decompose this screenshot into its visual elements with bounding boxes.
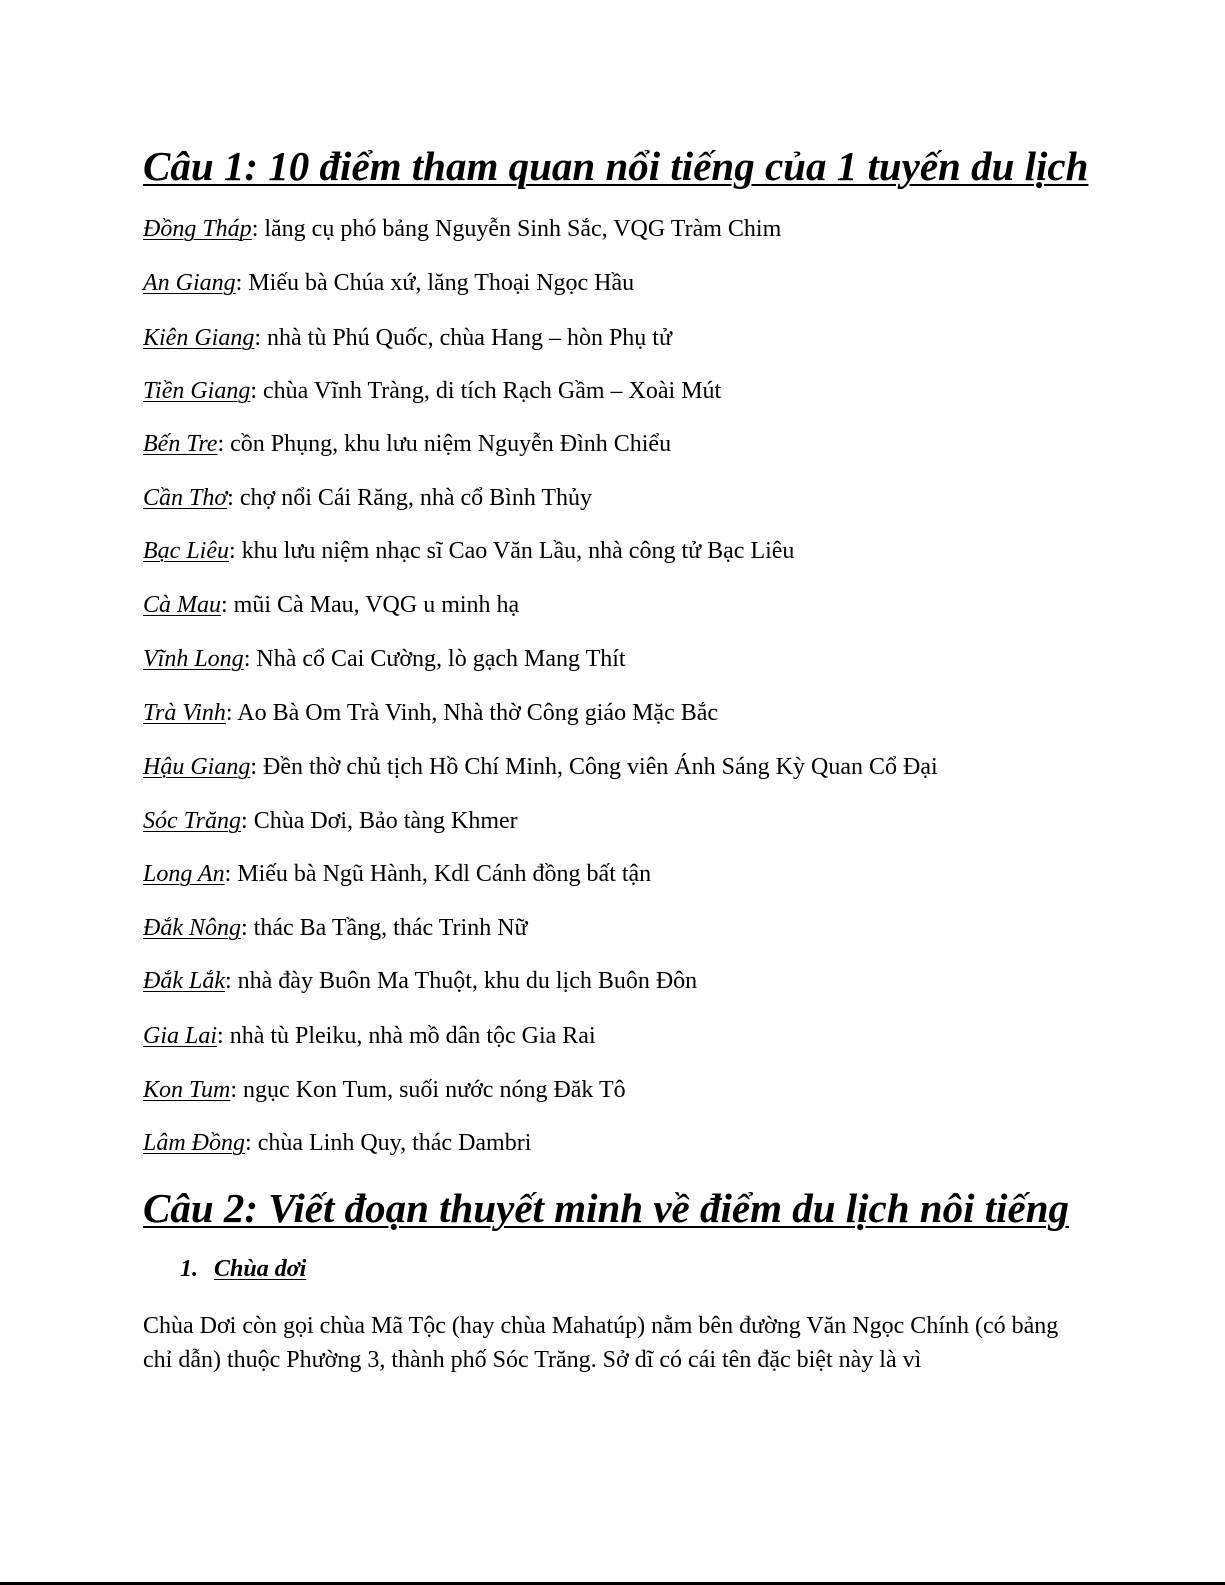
list-item: Long An: Miếu bà Ngũ Hành, Kdl Cánh đồng bất tận: [143, 861, 652, 887]
list-item: Tiền Giang: chùa Vĩnh Tràng, di tích Rạch Gầm – Xoài Mút: [143, 378, 722, 404]
province-name: Lâm Đồng: [143, 1130, 246, 1156]
province-name: Kiên Giang: [143, 325, 255, 351]
province-name: Tiền Giang: [143, 378, 251, 404]
attractions-text: Ao Bà Om Trà Vinh, Nhà thờ Công giáo Mặc Bắc: [237, 700, 719, 726]
attractions-text: thác Ba Tầng, thác Trinh Nữ: [253, 915, 528, 941]
list-item: An Giang: Miếu bà Chúa xứ, lăng Thoại Ngọc Hầu: [143, 270, 635, 296]
attractions-text: Đền thờ chủ tịch Hồ Chí Minh, Công viên Ánh Sáng Kỳ Quan Cổ Đại: [263, 754, 938, 780]
list-item: Hậu Giang: Đền thờ chủ tịch Hồ Chí Minh, Công viên Ánh Sáng Kỳ Quan Cổ Đại: [143, 754, 938, 780]
list-item: Gia Lai: nhà tù Pleiku, nhà mồ dân tộc Gia Rai: [143, 1023, 596, 1049]
subsection-title: Chùa dơi: [214, 1256, 307, 1282]
attractions-text: lăng cụ phó bảng Nguyễn Sinh Sắc, VQG Tràm Chim: [264, 216, 782, 242]
attractions-text: nhà tù Phú Quốc, chùa Hang – hòn Phụ tử: [267, 325, 672, 351]
list-item: Đắk Lắk: nhà đày Buôn Ma Thuột, khu du lịch Buôn Đôn: [143, 968, 698, 994]
list-item: Kon Tum: ngục Kon Tum, suối nước nóng Đăk Tô: [143, 1077, 626, 1103]
province-name: An Giang: [143, 270, 236, 296]
province-name: Bến Tre: [143, 431, 218, 457]
subsection-heading: [180, 1257, 306, 1281]
attractions-text: Miếu bà Chúa xứ, lăng Thoại Ngọc Hầu: [248, 270, 635, 296]
list-item: Vĩnh Long: Nhà cổ Cai Cường, lò gạch Mang Thít: [143, 646, 626, 672]
attractions-text: chợ nổi Cái Răng, nhà cổ Bình Thủy: [239, 485, 593, 511]
province-name: Hậu Giang: [143, 754, 251, 780]
list-item: Bạc Liêu: khu lưu niệm nhạc sĩ Cao Văn Lầu, nhà công tử Bạc Liêu: [143, 538, 795, 564]
list-item: Bến Tre: cồn Phụng, khu lưu niệm Nguyễn Đình Chiểu: [143, 431, 672, 457]
list-item: Kiên Giang: nhà tù Phú Quốc, chùa Hang – hòn Phụ tử: [143, 325, 672, 351]
list-item: Cà Mau: mũi Cà Mau, VQG u minh hạ: [143, 592, 520, 618]
body-paragraph: Chùa Dơi còn gọi chùa Mã Tộc (hay chùa Mahatúp) nằm bên đường Văn Ngọc Chính (có bảng chỉ dẫn) thuộc Phường 3, thành phố Sóc Trăng. Sở dĩ có cái tên đặc biệt này là vì: [143, 1313, 1059, 1373]
section-1-heading: Câu 1: 10 điểm tham quan nổi tiếng của 1 tuyến du lịch: [143, 143, 1089, 189]
province-name: Long An: [143, 861, 225, 887]
list-item: Sóc Trăng: Chùa Dơi, Bảo tàng Khmer: [143, 808, 518, 834]
attractions-text: cồn Phụng, khu lưu niệm Nguyễn Đình Chiểu: [230, 431, 672, 457]
attractions-text: Miếu bà Ngũ Hành, Kdl Cánh đồng bất tận: [237, 861, 652, 887]
list-item: Đồng Tháp: lăng cụ phó bảng Nguyễn Sinh Sắc, VQG Tràm Chim: [143, 216, 782, 242]
province-name: Đắk Lắk: [143, 968, 225, 994]
attractions-text: nhà đày Buôn Ma Thuột, khu du lịch Buôn Đôn: [237, 968, 698, 994]
province-name: Cà Mau: [143, 592, 221, 618]
province-name: Gia Lai: [143, 1023, 218, 1049]
list-item: Đắk Nông: thác Ba Tầng, thác Trinh Nữ: [143, 915, 528, 941]
attractions-text: chùa Vĩnh Tràng, di tích Rạch Gầm – Xoài Mút: [263, 378, 722, 404]
province-name: Sóc Trăng: [143, 808, 242, 834]
attractions-text: Nhà cổ Cai Cường, lò gạch Mang Thít: [256, 646, 626, 672]
attractions-text: nhà tù Pleiku, nhà mồ dân tộc Gia Rai: [229, 1023, 596, 1049]
attractions-text: mũi Cà Mau, VQG u minh hạ: [233, 592, 520, 618]
attractions-text: khu lưu niệm nhạc sĩ Cao Văn Lầu, nhà công tử Bạc Liêu: [241, 538, 795, 564]
attractions-text: Chùa Dơi, Bảo tàng Khmer: [253, 808, 518, 834]
province-name: Bạc Liêu: [143, 538, 229, 564]
list-item: Lâm Đồng: chùa Linh Quy, thác Dambri: [143, 1130, 532, 1156]
province-name: Kon Tum: [143, 1077, 231, 1103]
list-item: Trà Vinh: Ao Bà Om Trà Vinh, Nhà thờ Công giáo Mặc Bắc: [143, 700, 719, 726]
province-name: Cần Thơ: [143, 485, 228, 511]
province-name: Đắk Nông: [143, 915, 241, 941]
province-name: Trà Vinh: [143, 700, 226, 726]
province-name: Đồng Tháp: [143, 216, 252, 242]
list-number: 1.: [180, 1256, 198, 1282]
attractions-text: ngục Kon Tum, suối nước nóng Đăk Tô: [243, 1077, 626, 1103]
attractions-text: chùa Linh Quy, thác Dambri: [257, 1130, 532, 1156]
province-name: Vĩnh Long: [143, 646, 244, 672]
list-item: Cần Thơ: chợ nổi Cái Răng, nhà cổ Bình Thủy: [143, 485, 593, 511]
section-2-heading: Câu 2: Viết đoạn thuyết minh về điểm du lịch nôi tiếng: [143, 1185, 1070, 1231]
